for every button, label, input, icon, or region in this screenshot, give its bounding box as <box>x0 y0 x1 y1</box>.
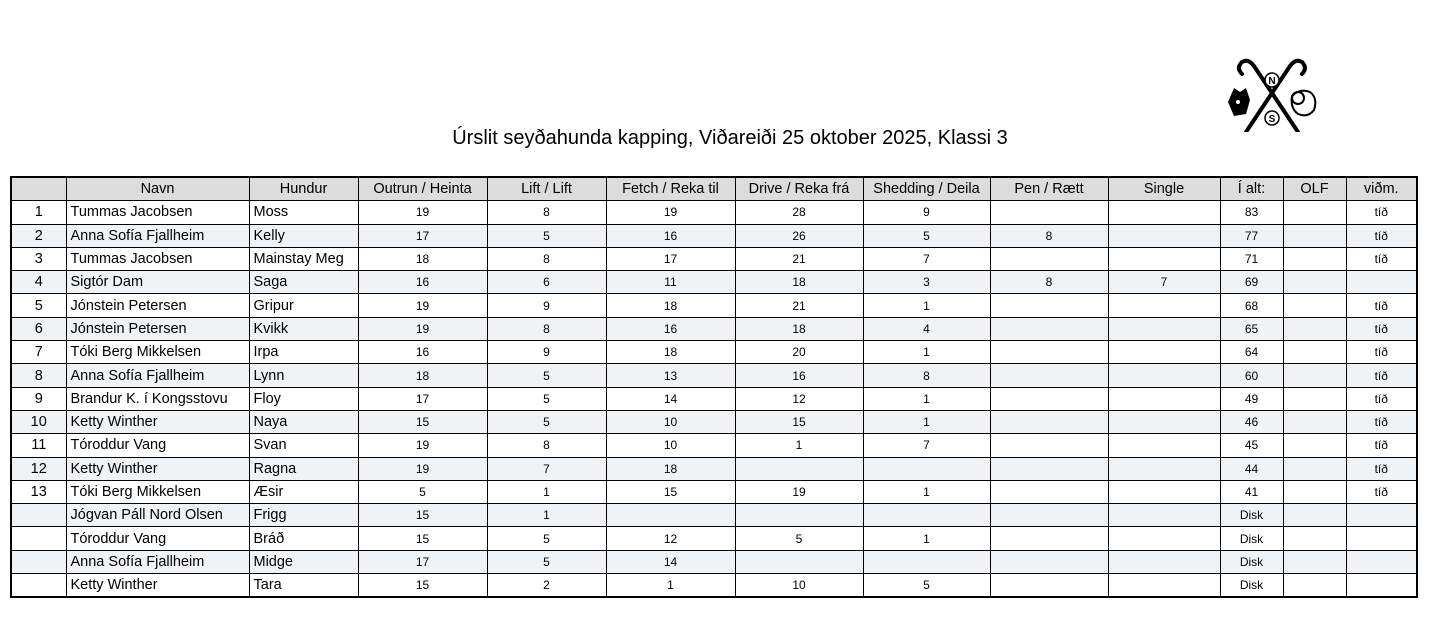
cell-lift: 8 <box>487 201 606 224</box>
cell-place: 11 <box>11 434 66 457</box>
table-row <box>11 574 1417 598</box>
cell-shedding: 1 <box>863 341 990 364</box>
cell-place: 6 <box>11 317 66 340</box>
cell-name: Brandur K. í Kongsstovu <box>66 387 249 410</box>
cell-dog: Kelly <box>249 224 358 247</box>
cell-name: Sigtór Dam <box>66 271 249 294</box>
cell-olf <box>1283 364 1346 387</box>
cell-vidm <box>1346 271 1417 294</box>
cell-lift: 1 <box>487 504 606 527</box>
header-col-drive: Drive / Reka frá <box>735 177 863 201</box>
cell-dog: Tara <box>249 574 358 598</box>
cell-place <box>11 527 66 550</box>
cell-dog: Svan <box>249 434 358 457</box>
table-row <box>11 434 1417 457</box>
header-col-pen: Pen / Rætt <box>990 177 1108 201</box>
cell-vidm: tíð <box>1346 387 1417 410</box>
cell-fetch: 16 <box>606 317 735 340</box>
cell-place: 4 <box>11 271 66 294</box>
header-row <box>11 177 1417 201</box>
table-row <box>11 550 1417 573</box>
cell-dog: Midge <box>249 550 358 573</box>
cell-fetch: 11 <box>606 271 735 294</box>
cell-fetch: 18 <box>606 457 735 480</box>
cell-shedding: 1 <box>863 294 990 317</box>
cell-single <box>1108 504 1220 527</box>
cell-outrun: 5 <box>358 480 487 503</box>
cell-vidm: tíð <box>1346 201 1417 224</box>
cell-single <box>1108 294 1220 317</box>
cell-single <box>1108 434 1220 457</box>
cell-place: 9 <box>11 387 66 410</box>
cell-pen: 8 <box>990 224 1108 247</box>
cell-olf <box>1283 341 1346 364</box>
cell-place: 12 <box>11 457 66 480</box>
cell-name: Tummas Jacobsen <box>66 201 249 224</box>
cell-shedding <box>863 457 990 480</box>
table-row <box>11 294 1417 317</box>
header-col-single: Single <box>1108 177 1220 201</box>
crossed-crooks-logo-icon <box>1226 58 1318 132</box>
cell-vidm: tíð <box>1346 247 1417 270</box>
cell-drive: 26 <box>735 224 863 247</box>
cell-drive: 1 <box>735 434 863 457</box>
cell-drive: 12 <box>735 387 863 410</box>
cell-pen <box>990 550 1108 573</box>
cell-olf <box>1283 410 1346 433</box>
cell-shedding: 3 <box>863 271 990 294</box>
cell-total: Disk <box>1220 550 1283 573</box>
cell-fetch: 13 <box>606 364 735 387</box>
table-row <box>11 387 1417 410</box>
cell-pen <box>990 364 1108 387</box>
cell-name: Ketty Winther <box>66 410 249 433</box>
cell-outrun: 19 <box>358 317 487 340</box>
cell-fetch: 12 <box>606 527 735 550</box>
cell-pen <box>990 247 1108 270</box>
header-col-place <box>11 177 66 201</box>
cell-dog: Floy <box>249 387 358 410</box>
cell-outrun: 19 <box>358 457 487 480</box>
cell-single <box>1108 410 1220 433</box>
header-col-lift: Lift / Lift <box>487 177 606 201</box>
cell-vidm <box>1346 504 1417 527</box>
cell-pen <box>990 457 1108 480</box>
cell-total: 69 <box>1220 271 1283 294</box>
logo-letter-s: S <box>1268 114 1276 125</box>
cell-lift: 8 <box>487 247 606 270</box>
cell-olf <box>1283 434 1346 457</box>
cell-vidm: tíð <box>1346 317 1417 340</box>
cell-lift: 6 <box>487 271 606 294</box>
cell-olf <box>1283 480 1346 503</box>
cell-outrun: 17 <box>358 387 487 410</box>
cell-pen <box>990 410 1108 433</box>
cell-lift: 5 <box>487 410 606 433</box>
table-row <box>11 317 1417 340</box>
cell-pen <box>990 341 1108 364</box>
cell-outrun: 16 <box>358 341 487 364</box>
cell-single <box>1108 457 1220 480</box>
cell-place <box>11 504 66 527</box>
table-row <box>11 527 1417 550</box>
cell-vidm: tíð <box>1346 364 1417 387</box>
cell-vidm: tíð <box>1346 457 1417 480</box>
cell-outrun: 18 <box>358 364 487 387</box>
cell-olf <box>1283 271 1346 294</box>
cell-lift: 5 <box>487 550 606 573</box>
cell-dog: Moss <box>249 201 358 224</box>
cell-place: 7 <box>11 341 66 364</box>
cell-outrun: 15 <box>358 504 487 527</box>
cell-fetch: 10 <box>606 434 735 457</box>
cell-total: Disk <box>1220 527 1283 550</box>
cell-fetch: 1 <box>606 574 735 598</box>
cell-single <box>1108 527 1220 550</box>
header-col-outrun: Outrun / Heinta <box>358 177 487 201</box>
cell-fetch: 15 <box>606 480 735 503</box>
cell-dog: Gripur <box>249 294 358 317</box>
cell-name: Ketty Winther <box>66 457 249 480</box>
cell-drive: 15 <box>735 410 863 433</box>
logo-letter-n: N <box>1268 76 1276 87</box>
cell-name: Tóki Berg Mikkelsen <box>66 480 249 503</box>
cell-drive: 18 <box>735 271 863 294</box>
cell-fetch: 19 <box>606 201 735 224</box>
table-row <box>11 410 1417 433</box>
cell-vidm <box>1346 574 1417 598</box>
cell-lift: 5 <box>487 224 606 247</box>
table-row <box>11 271 1417 294</box>
cell-outrun: 19 <box>358 294 487 317</box>
cell-outrun: 19 <box>358 434 487 457</box>
cell-total: 49 <box>1220 387 1283 410</box>
cell-fetch: 18 <box>606 341 735 364</box>
cell-single <box>1108 574 1220 598</box>
results-body <box>11 201 1417 598</box>
cell-name: Jógvan Páll Nord Olsen <box>66 504 249 527</box>
cell-pen <box>990 294 1108 317</box>
cell-outrun: 17 <box>358 550 487 573</box>
cell-vidm <box>1346 527 1417 550</box>
cell-single <box>1108 341 1220 364</box>
cell-place: 3 <box>11 247 66 270</box>
cell-lift: 7 <box>487 457 606 480</box>
table-row <box>11 480 1417 503</box>
cell-name: Tóroddur Vang <box>66 434 249 457</box>
cell-total: 41 <box>1220 480 1283 503</box>
cell-outrun: 15 <box>358 527 487 550</box>
cell-pen <box>990 504 1108 527</box>
cell-lift: 1 <box>487 480 606 503</box>
cell-shedding: 1 <box>863 527 990 550</box>
cell-single <box>1108 480 1220 503</box>
cell-outrun: 15 <box>358 574 487 598</box>
cell-olf <box>1283 574 1346 598</box>
cell-total: 71 <box>1220 247 1283 270</box>
cell-total: 68 <box>1220 294 1283 317</box>
cell-total: 65 <box>1220 317 1283 340</box>
cell-single <box>1108 247 1220 270</box>
cell-drive: 10 <box>735 574 863 598</box>
cell-shedding: 1 <box>863 410 990 433</box>
cell-shedding: 5 <box>863 574 990 598</box>
cell-dog: Naya <box>249 410 358 433</box>
results-table <box>10 176 1418 598</box>
cell-place: 2 <box>11 224 66 247</box>
cell-shedding: 5 <box>863 224 990 247</box>
cell-drive: 21 <box>735 247 863 270</box>
cell-name: Ketty Winther <box>66 574 249 598</box>
cell-pen <box>990 480 1108 503</box>
header-col-name: Navn <box>66 177 249 201</box>
cell-olf <box>1283 504 1346 527</box>
cell-lift: 8 <box>487 317 606 340</box>
cell-shedding: 1 <box>863 387 990 410</box>
cell-pen <box>990 201 1108 224</box>
table-row <box>11 224 1417 247</box>
cell-place <box>11 550 66 573</box>
cell-place: 8 <box>11 364 66 387</box>
cell-single: 7 <box>1108 271 1220 294</box>
cell-place: 10 <box>11 410 66 433</box>
cell-outrun: 19 <box>358 201 487 224</box>
cell-lift: 9 <box>487 341 606 364</box>
cell-olf <box>1283 317 1346 340</box>
cell-total: 46 <box>1220 410 1283 433</box>
header-col-shedding: Shedding / Deila <box>863 177 990 201</box>
cell-outrun: 16 <box>358 271 487 294</box>
cell-drive <box>735 550 863 573</box>
club-logo <box>1226 58 1318 132</box>
cell-place: 5 <box>11 294 66 317</box>
cell-dog: Frigg <box>249 504 358 527</box>
cell-pen <box>990 387 1108 410</box>
cell-shedding: 4 <box>863 317 990 340</box>
cell-vidm: tíð <box>1346 224 1417 247</box>
cell-name: Jónstein Petersen <box>66 317 249 340</box>
cell-fetch: 17 <box>606 247 735 270</box>
cell-drive: 18 <box>735 317 863 340</box>
table-row <box>11 504 1417 527</box>
cell-drive <box>735 457 863 480</box>
cell-place <box>11 574 66 598</box>
cell-total: 77 <box>1220 224 1283 247</box>
cell-shedding <box>863 550 990 573</box>
cell-total: 83 <box>1220 201 1283 224</box>
cell-single <box>1108 387 1220 410</box>
header-col-dog: Hundur <box>249 177 358 201</box>
table-row <box>11 201 1417 224</box>
cell-pen <box>990 574 1108 598</box>
cell-olf <box>1283 224 1346 247</box>
cell-drive <box>735 504 863 527</box>
table-row <box>11 457 1417 480</box>
cell-pen: 8 <box>990 271 1108 294</box>
cell-dog: Lynn <box>249 364 358 387</box>
header-col-olf: OLF <box>1283 177 1346 201</box>
cell-total: 44 <box>1220 457 1283 480</box>
cell-dog: Æsir <box>249 480 358 503</box>
cell-olf <box>1283 247 1346 270</box>
cell-fetch: 14 <box>606 387 735 410</box>
cell-vidm: tíð <box>1346 434 1417 457</box>
cell-pen <box>990 317 1108 340</box>
cell-lift: 8 <box>487 434 606 457</box>
cell-dog: Ragna <box>249 457 358 480</box>
cell-name: Anna Sofía Fjallheim <box>66 550 249 573</box>
page-title: Úrslit seyðahunda kapping, Viðareiði 25 oktober 2025, Klassi 3 <box>452 127 1008 149</box>
cell-fetch: 14 <box>606 550 735 573</box>
cell-single <box>1108 224 1220 247</box>
cell-vidm: tíð <box>1346 480 1417 503</box>
cell-shedding: 7 <box>863 434 990 457</box>
table-row <box>11 364 1417 387</box>
cell-pen <box>990 434 1108 457</box>
cell-name: Anna Sofía Fjallheim <box>66 224 249 247</box>
cell-drive: 5 <box>735 527 863 550</box>
cell-fetch: 10 <box>606 410 735 433</box>
table-row <box>11 341 1417 364</box>
cell-fetch: 16 <box>606 224 735 247</box>
cell-total: 60 <box>1220 364 1283 387</box>
cell-shedding: 7 <box>863 247 990 270</box>
cell-pen <box>990 527 1108 550</box>
cell-shedding: 9 <box>863 201 990 224</box>
cell-place: 1 <box>11 201 66 224</box>
cell-drive: 16 <box>735 364 863 387</box>
cell-outrun: 17 <box>358 224 487 247</box>
header-col-fetch: Fetch / Reka til <box>606 177 735 201</box>
cell-lift: 5 <box>487 527 606 550</box>
cell-fetch: 18 <box>606 294 735 317</box>
cell-olf <box>1283 294 1346 317</box>
cell-single <box>1108 317 1220 340</box>
cell-shedding <box>863 504 990 527</box>
cell-vidm: tíð <box>1346 341 1417 364</box>
cell-vidm <box>1346 550 1417 573</box>
table-row <box>11 247 1417 270</box>
cell-shedding: 1 <box>863 480 990 503</box>
cell-dog: Mainstay Meg <box>249 247 358 270</box>
cell-lift: 5 <box>487 364 606 387</box>
cell-shedding: 8 <box>863 364 990 387</box>
cell-outrun: 15 <box>358 410 487 433</box>
cell-lift: 9 <box>487 294 606 317</box>
cell-olf <box>1283 550 1346 573</box>
cell-drive: 21 <box>735 294 863 317</box>
header-col-vidm: viðm. <box>1346 177 1417 201</box>
cell-olf <box>1283 201 1346 224</box>
cell-vidm: tíð <box>1346 410 1417 433</box>
cell-dog: Irpa <box>249 341 358 364</box>
cell-lift: 2 <box>487 574 606 598</box>
cell-single <box>1108 364 1220 387</box>
cell-single <box>1108 201 1220 224</box>
cell-name: Tóki Berg Mikkelsen <box>66 341 249 364</box>
cell-name: Jónstein Petersen <box>66 294 249 317</box>
cell-olf <box>1283 457 1346 480</box>
cell-drive: 28 <box>735 201 863 224</box>
cell-total: 45 <box>1220 434 1283 457</box>
cell-name: Tóroddur Vang <box>66 527 249 550</box>
cell-name: Tummas Jacobsen <box>66 247 249 270</box>
cell-total: Disk <box>1220 504 1283 527</box>
cell-total: 64 <box>1220 341 1283 364</box>
cell-single <box>1108 550 1220 573</box>
cell-total: Disk <box>1220 574 1283 598</box>
cell-drive: 20 <box>735 341 863 364</box>
cell-outrun: 18 <box>358 247 487 270</box>
cell-dog: Kvikk <box>249 317 358 340</box>
header-col-total: Í alt: <box>1220 177 1283 201</box>
cell-olf <box>1283 527 1346 550</box>
cell-name: Anna Sofía Fjallheim <box>66 364 249 387</box>
cell-dog: Bráð <box>249 527 358 550</box>
cell-drive: 19 <box>735 480 863 503</box>
cell-place: 13 <box>11 480 66 503</box>
cell-lift: 5 <box>487 387 606 410</box>
cell-olf <box>1283 387 1346 410</box>
cell-vidm: tíð <box>1346 294 1417 317</box>
cell-dog: Saga <box>249 271 358 294</box>
cell-fetch <box>606 504 735 527</box>
